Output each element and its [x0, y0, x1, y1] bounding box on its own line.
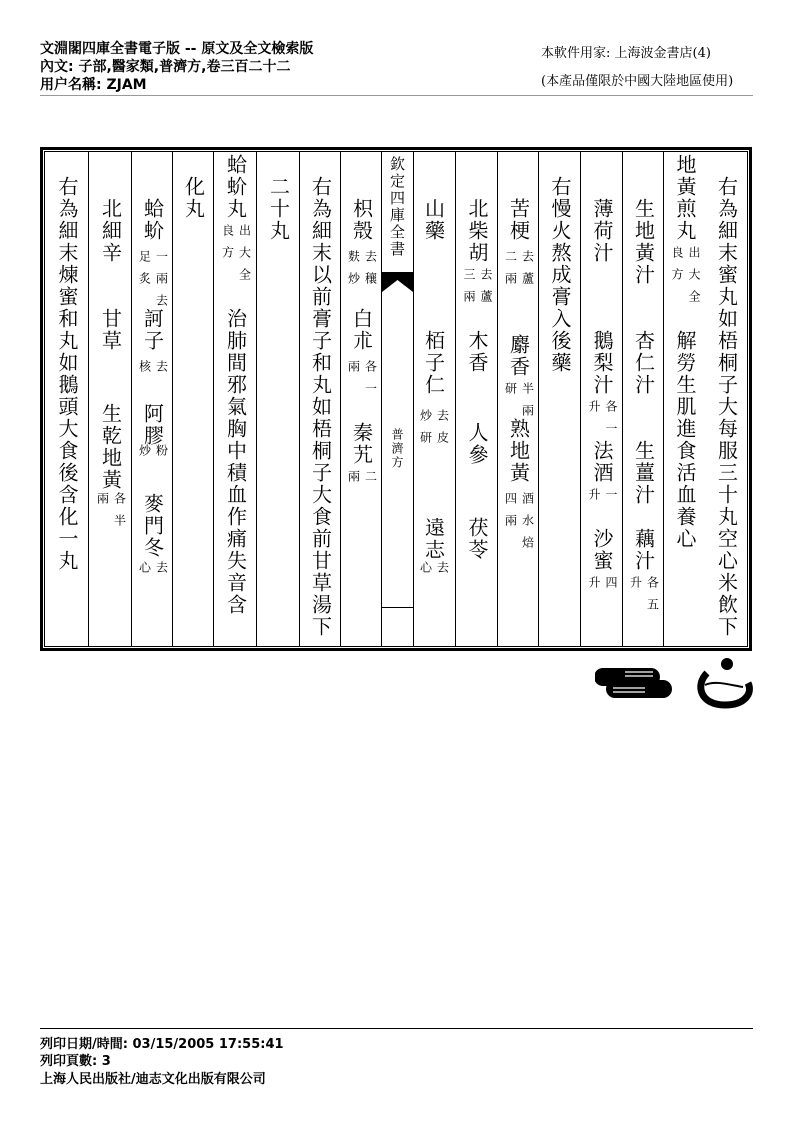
main-text: 熟地黃	[506, 418, 531, 484]
note-left-line: 研	[503, 382, 518, 405]
note-right-line: 各半	[112, 492, 127, 537]
main-text: 甘草	[98, 308, 123, 352]
text-column	[663, 152, 706, 646]
annotation-note	[419, 409, 449, 453]
note-left-line: 三兩	[462, 268, 476, 312]
main-text: 訶子	[140, 308, 165, 352]
main-text: 右為細末蜜丸如梧桐子大每服三十丸空心米飲下	[714, 176, 739, 638]
content-path	[40, 58, 290, 76]
annotation-note	[138, 444, 168, 466]
note-right-line: 去	[435, 560, 450, 583]
main-text: 生薑汁	[631, 440, 656, 506]
main-text: 右慢火熬成膏入後藥	[548, 176, 572, 374]
note-right-line: 酒水焙	[520, 492, 535, 559]
main-text: 藕汁	[631, 528, 656, 572]
text-column	[44, 152, 89, 646]
main-text: 蛤蚧	[140, 198, 165, 242]
main-text: 解勞生肌進食活血養心	[673, 330, 697, 550]
note-left-line: 炒	[137, 444, 152, 466]
main-text: 栢子仁	[421, 330, 446, 396]
main-text: 阿膠	[140, 402, 165, 447]
text-column	[538, 152, 581, 646]
text-column	[172, 152, 214, 646]
restriction-text: (本產品僅限於中國大陸地區使用)	[541, 74, 734, 89]
text-column	[256, 152, 300, 646]
publisher-text: 上海人民出版社/迪志文化出版有限公司	[40, 1072, 266, 1087]
note-left-line: 核	[137, 360, 152, 383]
text-column	[705, 152, 748, 646]
strip-divider	[382, 607, 413, 608]
note-left-line: 二兩	[503, 250, 518, 295]
note-right-line: 各一	[604, 400, 618, 444]
strip-subtitle: 普濟方	[390, 428, 404, 470]
text-column	[412, 152, 455, 646]
header-divider	[40, 95, 753, 96]
annotation-note	[138, 250, 168, 316]
text-column	[88, 152, 132, 646]
annotation-note	[347, 470, 377, 492]
main-text: 北細辛	[98, 198, 123, 264]
annotation-note	[629, 576, 659, 620]
print-pages-label: 列印頁數:	[40, 1054, 98, 1069]
annotation-note	[347, 250, 377, 294]
annotation-note	[504, 492, 534, 558]
note-left-line: 炒研	[418, 408, 433, 453]
main-text: 治肺間邪氣胸中積血作痛失音含	[223, 308, 248, 616]
text-column	[299, 152, 341, 646]
user-value: ZJAM	[106, 77, 147, 93]
note-right-line: 去	[154, 360, 169, 383]
main-text: 薄荷汁	[590, 198, 614, 264]
note-left-line: 良方	[670, 246, 684, 290]
main-text: 麝香	[506, 334, 531, 379]
main-text: 杏仁汁	[631, 330, 656, 396]
text-column	[497, 152, 539, 646]
main-text: 人參	[465, 422, 489, 467]
note-right-line: 出大全	[687, 246, 701, 312]
main-text: 秦艽	[349, 422, 374, 467]
fishtail-mark-icon	[382, 272, 413, 294]
main-text: 生乾地黃	[98, 402, 123, 491]
main-text: 白朮	[349, 308, 374, 352]
main-text: 二十丸	[266, 176, 291, 242]
main-text: 山藥	[421, 198, 446, 242]
content-value: 子部,醫家類,普濟方,卷三百二十二	[78, 59, 291, 75]
note-right-line: 去皮	[435, 408, 450, 453]
licensee-text: 本軟件用家: 上海波金書店(4)	[541, 46, 711, 61]
note-left-line: 升	[587, 488, 601, 510]
annotation-note	[138, 561, 168, 583]
note-right-line: 去穰	[363, 250, 378, 295]
main-text: 北柴胡	[465, 198, 489, 264]
main-text: 化丸	[181, 176, 206, 220]
note-right-line: 粉	[154, 444, 169, 466]
main-text: 蛤蚧丸	[223, 154, 248, 220]
main-text: 右為細末煉蜜和丸如鵝頭大食後含化一丸	[55, 176, 79, 572]
print-pages-value: 3	[101, 1054, 111, 1069]
publisher-logo-icon	[595, 655, 760, 715]
document-title: 文淵閣四庫全書電子版 -- 原文及全文檢索版	[40, 41, 314, 57]
main-text: 苦梗	[506, 198, 531, 242]
note-left-line: 良方	[220, 224, 235, 268]
text-column	[455, 152, 498, 646]
note-right-line: 各五	[645, 576, 660, 620]
text-column	[622, 152, 664, 646]
note-right-line: 出大全	[237, 224, 252, 290]
note-left-line: 兩	[95, 492, 110, 515]
note-left-line: 心	[418, 560, 433, 583]
annotation-note	[96, 492, 126, 536]
annotation-note	[587, 400, 617, 444]
note-left-line: 升	[628, 576, 643, 598]
annotation-note	[587, 576, 617, 598]
main-text: 茯苓	[465, 517, 489, 561]
note-right-line: 四	[604, 576, 618, 598]
annotation-note	[587, 488, 617, 510]
note-left-line: 足炙	[137, 250, 152, 295]
note-right-line: 一	[604, 488, 618, 510]
main-text: 木香	[465, 330, 489, 374]
main-text: 地黃煎丸	[673, 154, 697, 242]
text-column	[213, 152, 257, 646]
main-text: 法酒	[590, 440, 614, 484]
note-right-line: 一兩去	[154, 250, 169, 317]
content-label: 內文:	[40, 59, 74, 75]
text-column	[580, 152, 623, 646]
center-strip	[381, 152, 414, 646]
annotation-note	[462, 268, 492, 312]
note-right-line: 二	[363, 470, 378, 493]
text-column	[340, 152, 382, 646]
note-left-line: 升	[587, 400, 601, 422]
main-text: 麥門冬	[140, 492, 165, 559]
note-left-line: 心	[137, 560, 152, 583]
note-right-line: 半兩	[520, 382, 535, 427]
main-text: 右為細末以前膏子和丸如梧桐子大食前甘草湯下	[308, 176, 333, 638]
note-left-line: 麩炒	[346, 250, 361, 295]
strip-title: 欽定四庫全書	[388, 156, 406, 258]
user-name	[40, 76, 147, 94]
main-text: 鵝梨汁	[590, 330, 614, 396]
note-right-line: 去蘆	[479, 268, 493, 312]
note-left-line: 四兩	[503, 492, 518, 537]
annotation-note	[138, 360, 168, 382]
note-left-line: 升	[587, 576, 601, 598]
user-label: 用户名稱:	[40, 77, 102, 93]
annotation-note	[221, 224, 251, 290]
annotation-note	[670, 246, 700, 312]
annotation-note	[347, 360, 377, 404]
main-text: 枳殼	[349, 198, 374, 242]
text-column	[131, 152, 173, 646]
note-right-line: 去蘆	[520, 250, 535, 295]
note-left-line: 兩	[346, 470, 361, 493]
note-right-line: 去	[154, 560, 169, 583]
main-text: 遠志	[421, 517, 446, 561]
note-right-line: 各一	[363, 360, 378, 405]
note-left-line: 兩	[346, 360, 361, 383]
footer-divider	[40, 1028, 753, 1029]
print-date-value: 03/15/2005 17:55:41	[132, 1037, 284, 1052]
main-text: 沙蜜	[590, 528, 614, 572]
print-pages	[40, 1050, 111, 1069]
annotation-note	[419, 561, 449, 583]
print-date-label: 列印日期/時間:	[40, 1037, 128, 1052]
main-text: 生地黃汁	[631, 198, 656, 286]
annotation-note	[504, 250, 534, 294]
